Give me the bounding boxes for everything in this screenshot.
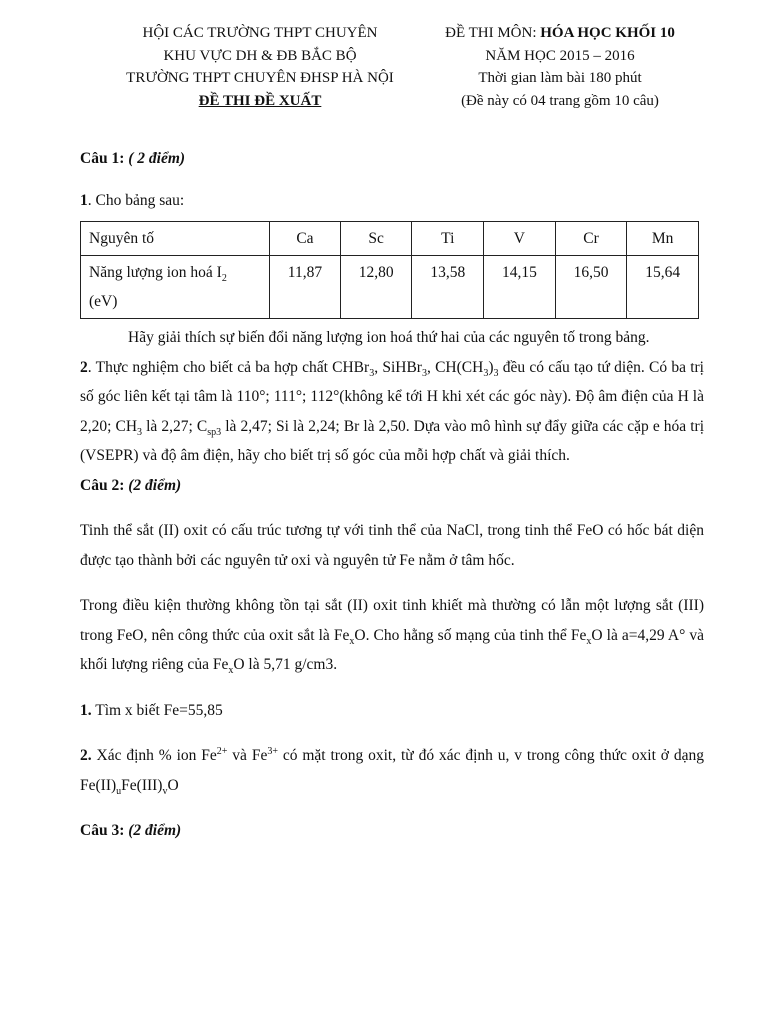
- part-number: 1: [80, 191, 88, 209]
- q2-item-2: [80, 741, 704, 800]
- table-header-cell: Mn: [627, 222, 699, 256]
- item-number: 2.: [80, 747, 92, 764]
- text-run: có mặt trong oxit, từ đó xác định u, v trong công thức oxit ở dạng Fe(II): [80, 747, 704, 794]
- question-1-heading: [80, 144, 704, 174]
- table-cell: 15,64: [627, 256, 699, 319]
- text-run: , CH(CH: [426, 358, 484, 376]
- text-run: Fe(III): [121, 776, 163, 794]
- q2-paragraph-2: [80, 591, 704, 680]
- school-year: NĂM HỌC 2015 – 2016: [485, 47, 635, 64]
- table-cell: 11,87: [270, 256, 341, 319]
- subscript: sp3: [207, 426, 222, 438]
- text-run: đều có cấu tạo tứ diện. Có ba trị số góc liên kết tại tâm là 110°; 111°; 112°(không kể tới H khi xét các góc này). Độ âm điện của H là 2,20; CH: [80, 358, 704, 435]
- row-label-unit: (eV): [89, 293, 118, 310]
- exam-content: [80, 144, 704, 846]
- part-text: . Cho bảng sau:: [87, 191, 185, 209]
- ionization-energy-table: [80, 221, 699, 319]
- time-limit: Thời gian làm bài 180 phút: [478, 70, 642, 86]
- q1-part1-intro: [80, 186, 704, 216]
- table-cell: 16,50: [555, 256, 627, 319]
- association-name: HỘI CÁC TRƯỜNG THPT CHUYÊN: [142, 25, 378, 41]
- text-run: , SiHBr: [374, 358, 422, 376]
- table-row-label: [81, 256, 270, 319]
- q2-item-1: [80, 696, 704, 726]
- subscript: 3: [369, 367, 375, 379]
- table-cell: 13,58: [412, 256, 484, 319]
- table-header-cell: Cr: [555, 222, 627, 256]
- table-header-row: [81, 222, 699, 256]
- school-name: TRƯỜNG THPT CHUYÊN ĐHSP HÀ NỘI: [126, 70, 394, 86]
- question-label: Câu 3:: [80, 822, 129, 839]
- subject-prefix: ĐỀ THI MÔN:: [445, 25, 541, 41]
- table-row: [81, 256, 699, 319]
- subject-name: HÓA HỌC KHỐI 10: [540, 25, 675, 41]
- q1-part1-question: Hãy giải thích sự biến đổi năng lượng ion hoá thứ hai của các nguyên tố trong bảng.: [128, 329, 650, 346]
- question-points: (2 điểm): [128, 822, 182, 839]
- question-points: ( 2 điểm): [128, 150, 186, 167]
- subscript: 3: [483, 367, 489, 379]
- text-run: . Thực nghiệm cho biết cả ba hợp chất CHBr: [87, 358, 370, 376]
- part-number: 2: [80, 358, 88, 376]
- question-label: Câu 1:: [80, 150, 129, 167]
- subscript: 3: [493, 367, 499, 379]
- subscript: x: [228, 665, 234, 677]
- text-run: ): [488, 358, 494, 376]
- table-header-cell: Sc: [340, 222, 412, 256]
- subscript: 3: [421, 367, 427, 379]
- text-run: O là a=4,29 A° và khối lượng riêng của Fe: [80, 626, 704, 673]
- table-header-cell: V: [484, 222, 556, 256]
- subscript: u: [116, 785, 122, 797]
- proposed-exam-label: ĐỀ THI ĐỀ XUẤT: [198, 92, 322, 109]
- superscript: 2+: [216, 745, 228, 757]
- table-cell: 12,80: [340, 256, 412, 319]
- text-run: Xác định % ion Fe: [91, 747, 217, 764]
- exam-subject-line: [410, 22, 710, 45]
- table-header-cell: Ti: [412, 222, 484, 256]
- text-run: là 2,47; Si là 2,24; Br là 2,50. Dựa vào mô hình sự đẩy giữa các cặp e hóa trị (VSEPR) và độ âm điện, hãy cho biết trị số góc của mỗi hợp chất và giải thích.: [80, 417, 704, 464]
- q2-paragraph-1: Tinh thể sắt (II) oxit có cấu trúc tương tự với tinh thể của NaCl, trong tinh thể FeO có hốc bát diện được tạo thành bởi các nguyên tử oxi và nguyên tử Fe nằm ở tâm hốc.: [80, 522, 704, 569]
- superscript: 3+: [267, 745, 278, 757]
- question-2-heading: [80, 471, 704, 501]
- text-run: O là 5,71 g/cm3.: [233, 656, 338, 673]
- subscript: x: [586, 635, 592, 647]
- header-left: [90, 22, 430, 112]
- table-cell: 14,15: [484, 256, 556, 319]
- q1-part2: [80, 353, 704, 471]
- question-3-heading: [80, 816, 704, 846]
- text-run: và Fe: [227, 747, 268, 764]
- row-label-text: Năng lượng ion hoá I: [89, 264, 222, 281]
- page-count-note: (Đề này có 04 trang gồm 10 câu): [461, 92, 659, 109]
- subscript: v: [162, 785, 168, 797]
- subscript: x: [349, 635, 355, 647]
- question-points: (2 điểm): [128, 476, 182, 494]
- question-label: Câu 2:: [80, 476, 129, 494]
- item-number: 1.: [80, 701, 92, 719]
- text-run: O: [167, 776, 179, 794]
- table-header-cell: Ca: [270, 222, 341, 256]
- row-label-subscript: 2: [221, 273, 227, 285]
- table-header-cell: Nguyên tố: [81, 222, 270, 256]
- subscript: 3: [137, 426, 143, 438]
- item-text: Tìm x biết Fe=55,85: [91, 701, 223, 719]
- text-run: O. Cho hằng số mạng của tinh thể Fe: [354, 626, 587, 644]
- region-name: KHU VỰC DH & ĐB BẮC BỘ: [163, 47, 357, 64]
- text-run: là 2,27; C: [142, 417, 208, 435]
- header-right: [410, 22, 710, 112]
- text-run: Trong điều kiện thường không tồn tại sắt (II) oxit tinh khiết mà thường có lẫn một lượng sắt (III) trong FeO, nên công thức của oxit sắt là Fe: [80, 597, 704, 644]
